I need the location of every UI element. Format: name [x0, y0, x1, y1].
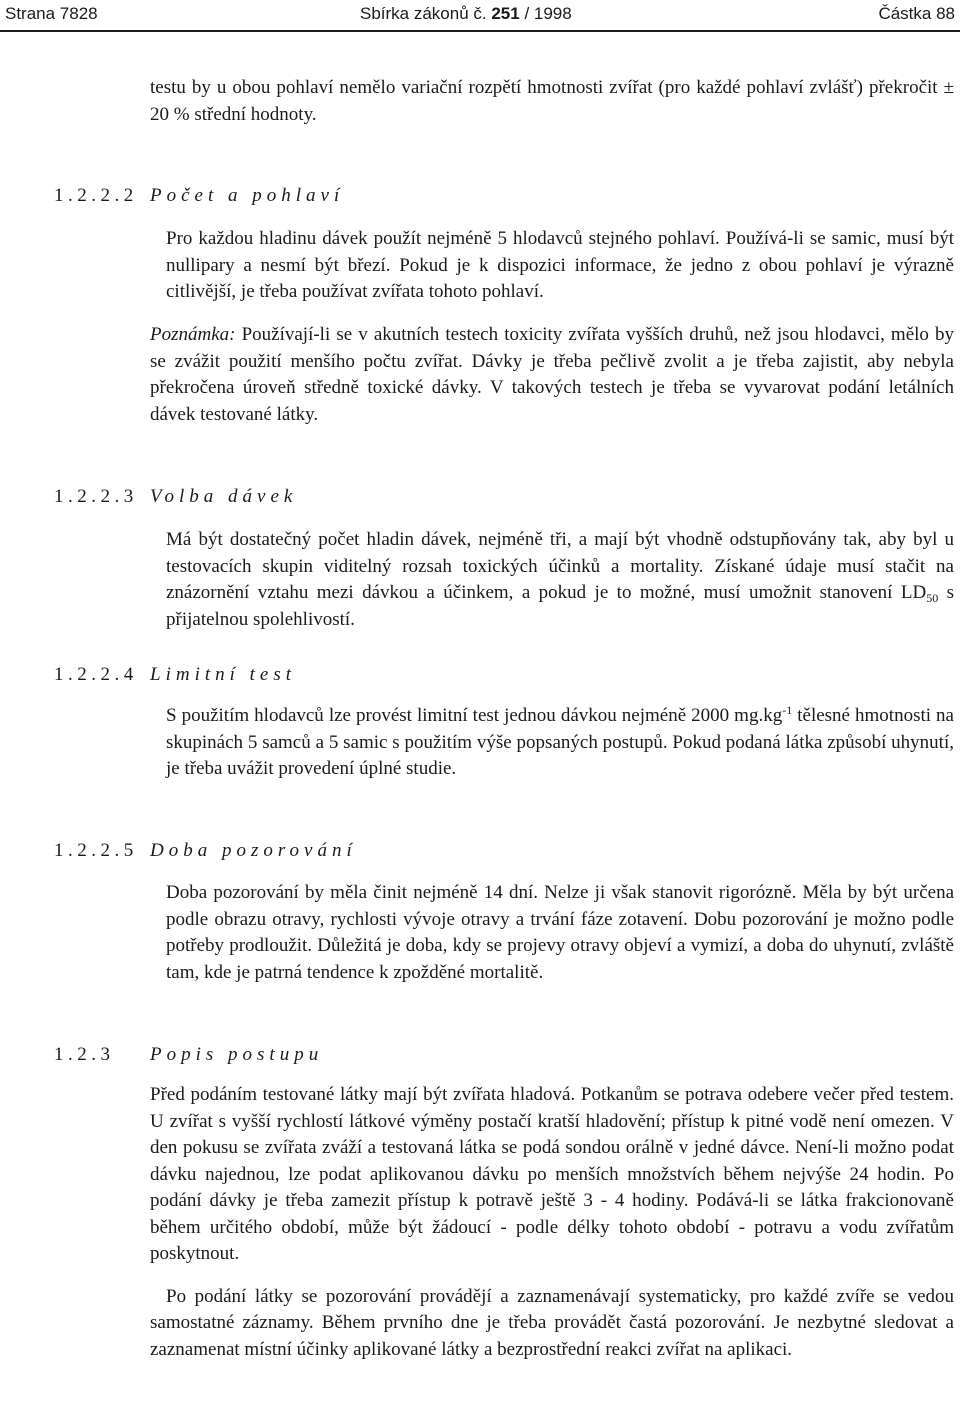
section-heading-1-2-2-3	[54, 486, 297, 508]
intro-paragraph	[150, 75, 954, 128]
section-number: 1.2.2.2	[54, 185, 138, 206]
section-body-1-2-3	[150, 1082, 954, 1363]
section-title: Limitní test	[150, 664, 297, 685]
note-paragraph	[150, 322, 954, 428]
paragraph: Doba pozorování by měla činit nejméně 14 dní. Nelze ji však stanovit rigorózně. Měla by být určena podle obrazu otravy, rychlosti vývoje otravy a trvání fáze zotavení. Dobu pozorování je možno podle potřeby prodloužit. Důležitá je doba, kdy se projevy otravy objeví a vymizí, a doba do uhynutí, zvláště tam, kde je patrná tendence k zpožděné mortalitě.	[166, 882, 954, 983]
section-body-1-2-2-2	[166, 226, 954, 306]
section-number: 1.2.3	[54, 1044, 115, 1065]
section-number: 1.2.2.4	[54, 664, 138, 685]
page-header	[0, 0, 960, 30]
paragraph	[150, 703, 954, 783]
section-number: 1.2.2.5	[54, 840, 138, 861]
section-number: 1.2.2.3	[54, 486, 138, 507]
collection-prefix: Sbírka zákonů č.	[360, 4, 492, 23]
section-title: Popis postupu	[150, 1044, 324, 1065]
paragraph: Po podání látky se pozorování provádějí a zaznamenávají systematicky, pro každé zvíře se vedou samostatné záznamy. Během prvního dne je třeba provádět častá pozorování. Je nezbytné sledovat a zaznamenat místní účinky aplikované látky a bezprostřední reakci zvířat na aplikaci.	[150, 1285, 954, 1360]
section-heading-1-2-3	[54, 1044, 323, 1066]
section-heading-1-2-2-4	[54, 664, 296, 686]
superscript: -1	[782, 703, 793, 717]
collection-title	[360, 4, 572, 24]
section-title: Počet a pohlaví	[150, 185, 345, 206]
section-heading-1-2-2-5	[54, 840, 357, 862]
issue-number: Částka 88	[878, 4, 955, 23]
paragraph-text: S použitím hlodavců lze provést limitní test jednou dávkou nejméně 2000 mg.kg	[166, 705, 783, 726]
section-body-1-2-2-3	[150, 527, 954, 633]
section-body-1-2-2-5	[150, 880, 954, 986]
section-title: Doba pozorování	[150, 840, 357, 861]
note-label: Poznámka:	[150, 324, 236, 345]
collection-year: / 1998	[519, 4, 572, 23]
section-body-1-2-2-4	[150, 703, 954, 783]
section-heading-1-2-2-2	[54, 185, 344, 207]
note-text: Používají-li se v akutních testech toxicity zvířata vyšších druhů, než jsou hlodavci, mělo by se zvážit použití menšího počtu zvířat. Dávky je třeba pečlivě zvolit a je třeba zajistit, aby nebyla překročena úroveň středně toxické dávky. V takových testech je třeba se vyvarovat podání letálních dávek testované látky.	[150, 324, 954, 425]
paragraph-text: Má být dostatečný počet hladin dávek, nejméně tři, a mají být vhodně odstupňovány tak, aby byl u testovacích skupin viditelný rozsah toxických účinků a mortality. Získané údaje musí stačit na znázornění vztahu mezi dávkou a účinkem, a pokud je to možné, musí umožnit stanovení LD	[166, 529, 954, 603]
intro-text: testu by u obou pohlaví nemělo variační rozpětí hmotnosti zvířat (pro každé pohlaví zvlášť) překročit ± 20 % střední hodnoty.	[150, 77, 954, 125]
header-rule	[0, 30, 960, 32]
collection-number: 251	[491, 4, 520, 23]
note	[150, 322, 954, 428]
section-title: Volba dávek	[150, 486, 298, 507]
paragraph	[150, 527, 954, 633]
paragraph: Před podáním testované látky mají být zvířata hladová. Potkanům se potrava odebere večer před testem. U zvířat s vyšší rychlostí látkové výměny postačí kratší hladovění; přístup k pitné vodě není omezen. V den pokusu se zvířata zváží a testovaná látka se podá sondou orálně v jedné dávce. Není-li možno podat dávku najednou, lze podat aplikovanou dávku po menších množstvích během nejvýše 24 hodin. Po podání dávky je třeba zamezit přístup k potravě ještě 3 - 4 hodiny. Podává-li se látka frakcionovaně během určitého období, může být žádoucí - podle délky tohoto období - potravu a vodu zvířatům poskytnout.	[150, 1084, 954, 1264]
page-number: Strana 7828	[5, 4, 98, 23]
paragraph-text-end: tělesné hmotnosti na skupinách 5 samců a 5 samic s použitím výše popsaných postupů. Pokud podaná látka způsobí uhynutí, je třeba uvážit provedení úplné studie.	[166, 705, 954, 779]
paragraph: Pro každou hladinu dávek použít nejméně 5 hlodavců stejného pohlaví. Používá-li se samic, musí být nullipary a nesmí být březí. Pokud je k dispozici informace, že jedno z obou pohlaví je výrazně citlivější, je třeba používat zvířata tohoto pohlaví.	[166, 228, 954, 302]
paragraph-text-end: s přijatelnou spolehlivostí.	[166, 582, 954, 630]
subscript: 50	[926, 591, 939, 605]
